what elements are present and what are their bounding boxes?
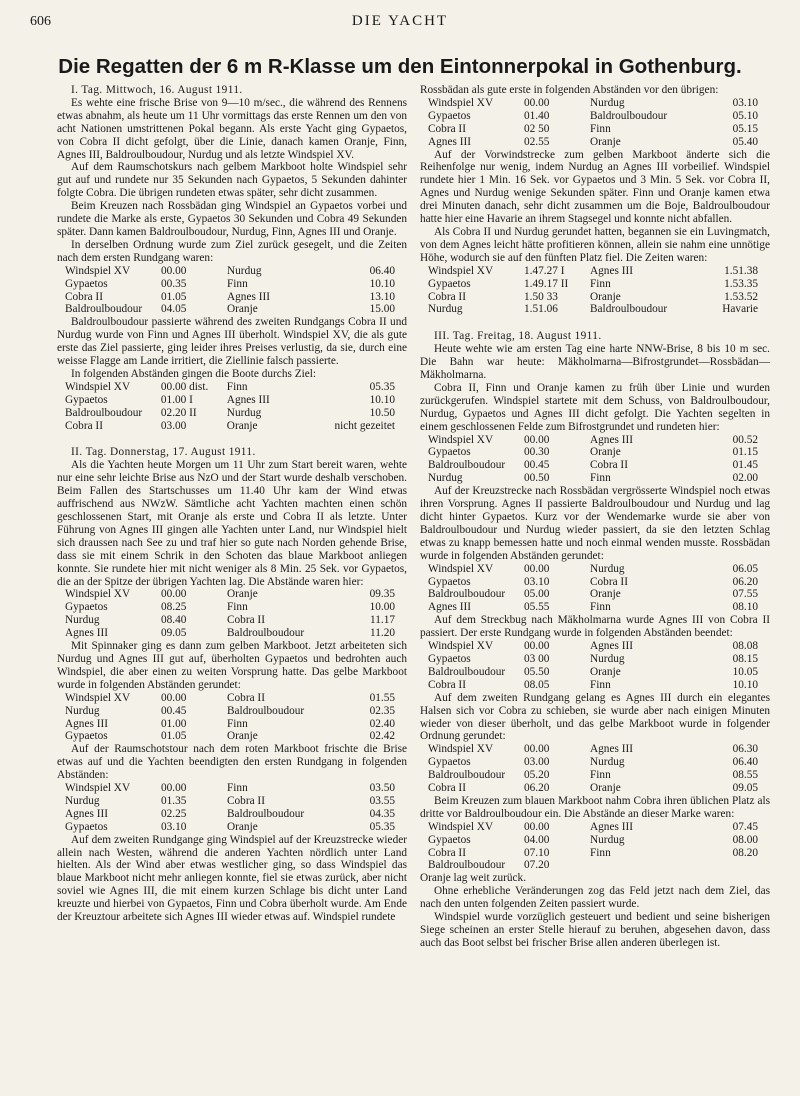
time-value: 00.00 (161, 588, 187, 601)
paragraph: Auf dem Streckbug nach Mäkholmarna wurde Agnes III von Cobra II passiert. Der erste Rundgang wurde in folgenden Abständen beendet: (420, 614, 770, 640)
yacht-name: Finn (227, 717, 248, 730)
yacht-name: Finn (227, 277, 248, 290)
yacht-name: Oranje (227, 588, 258, 601)
time-value: 00.50 (524, 472, 550, 485)
yacht-name: Nurdug (65, 704, 100, 717)
time-value: 03.10 (161, 820, 187, 833)
table-row (428, 303, 758, 316)
time-value: 03.00 (524, 756, 550, 769)
table-row (65, 407, 395, 420)
table-row (65, 705, 395, 718)
yacht-name: Windspiel XV (65, 588, 131, 601)
paragraph: Rossbädan als gute erste in folgenden Abständen vor den übrigen: (420, 84, 719, 96)
time-value: 03.10 (732, 96, 758, 109)
yacht-name: Cobra II (65, 419, 103, 432)
yacht-name: Gypaetos (428, 833, 471, 846)
yacht-name: Cobra II (428, 678, 466, 691)
yacht-name: Cobra II (227, 614, 265, 627)
time-value: 00.00 (524, 743, 550, 756)
results-table (428, 640, 758, 692)
yacht-name: Baldroulboudour (428, 588, 506, 601)
yacht-name: Nurdug (590, 96, 625, 109)
time-value: 02.20 II (160, 406, 197, 419)
paragraph: Baldroulboudour passierte während des zweiten Rundgangs Cobra II und Nurdug wurde von Finn und Agnes III überholt. Windspiel XV, die als gute erste das Ziel passierte, ging leider ihres Preises verlustig, da sie, durch eine weisse Flagge am Lande irritiert, die Ziellinie falsch passierte. (57, 316, 407, 368)
time-value: 06.05 (732, 562, 758, 575)
yacht-name: Windspiel XV (65, 782, 131, 795)
table-row (65, 265, 395, 278)
yacht-name: Baldroulboudour (428, 859, 506, 872)
yacht-name: Agnes III (428, 601, 471, 614)
table-row (65, 601, 395, 614)
results-table (428, 97, 758, 149)
yacht-name: Gypaetos (65, 820, 108, 833)
time-value: 01.00 (161, 717, 187, 730)
table-row (428, 666, 758, 679)
results-table (428, 434, 758, 486)
time-value: 00.00 (161, 264, 187, 277)
yacht-name: Agnes III (65, 717, 108, 730)
time-value: 06.20 (732, 575, 758, 588)
table-row (428, 136, 758, 149)
time-value: 08.55 (732, 769, 758, 782)
yacht-name: Baldroulboudour (65, 406, 143, 419)
paragraph: Auf der Raumschotstour nach dem roten Markboot frischte die Brise etwas auf und die Yachten beendigten den ersten Rundgang in folgenden Abständen: (57, 743, 407, 782)
time-value: 11.20 (370, 627, 395, 640)
table-row (428, 834, 758, 847)
time-value: 09.05 (161, 627, 187, 640)
time-value: 05.35 (369, 820, 395, 833)
yacht-name: Oranje (227, 820, 258, 833)
yacht-name: Cobra II (428, 290, 466, 303)
paragraph: Auf dem zweiten Rundgange ging Windspiel auf der Kreuzstrecke wieder allein nach Westen, während die anderen Yachten nördlich unter Land hielten. Als der Wind aber etwas westlicher ging, so dass Windspiel das blaue Markboot nicht mehr anliegen konnte, fiel sie etwas zurück, aber nicht soviel wie Agnes III, die mit einem kurzen Schlage bis dicht unter Land kreuzte und hierbei von Gypaetos, Finn und Cobra überholt wurde. Am Ende der Kreuztour arbeitete sich Agnes III wieder etwas auf. Windspiel rundete (57, 833, 407, 924)
results-table (65, 381, 395, 433)
paragraph: Es wehte eine frische Brise von 9—10 m/sec., die während des Rennens etwas abnahm, als heute um 11 Uhr vormittags das erste Rennen um den von acht Nationen umstrittenen Pokal begann. Als erste Yacht ging Gypaetos, von Cobra II dicht gefolgt, über die Linie, danach kamen Oranje, Finn, Agnes III, Baldroulboudour, Nurdug und als letzte Windspiel XV. (57, 96, 407, 161)
yacht-name: Nurdug (428, 472, 463, 485)
table-row (428, 97, 758, 110)
time-value: 07.20 (524, 859, 550, 872)
table-row (428, 434, 758, 447)
time-value: 00.30 (524, 446, 550, 459)
yacht-name: Baldroulboudour (227, 627, 305, 640)
time-value: 00.00 (161, 782, 187, 795)
yacht-name: Gypaetos (428, 756, 471, 769)
time-value: 1.47.27 I (524, 264, 565, 277)
time-value: 10.10 (732, 678, 758, 691)
time-value: 10.00 (369, 601, 395, 614)
paragraph: Heute wehte wie am ersten Tag eine harte NNW-Brise, 8 bis 10 m sec. Die Bahn war heute: Mäkholmarna—Bifrostgrundet—Rossbädan—Mäkholmarna. (420, 343, 770, 382)
yacht-name: Gypaetos (65, 393, 108, 406)
time-value: 02 50 (524, 122, 550, 135)
yacht-name: Windspiel XV (65, 264, 131, 277)
results-table (65, 782, 395, 834)
yacht-name: Oranje (227, 730, 258, 743)
table-row (65, 278, 395, 291)
time-value: 05.55 (524, 601, 550, 614)
yacht-name: Baldroulboudour (227, 807, 305, 820)
time-value: 00.45 (161, 704, 187, 717)
table-row (428, 459, 758, 472)
yacht-name: Gypaetos (428, 109, 471, 122)
time-value: 01.35 (161, 794, 187, 807)
yacht-name: Finn (590, 846, 611, 859)
yacht-name: Finn (227, 782, 248, 795)
yacht-name: Cobra II (428, 782, 466, 795)
time-value: 00.35 (161, 277, 187, 290)
table-row (65, 795, 395, 808)
time-value: 15.00 (369, 303, 395, 316)
yacht-name: Windspiel XV (428, 640, 494, 653)
paragraph: In derselben Ordnung wurde zum Ziel zurück gesegelt, und die Zeiten nach dem ersten Rundgang waren: (57, 238, 407, 264)
time-value: 05.00 (524, 588, 550, 601)
yacht-name: Cobra II (428, 846, 466, 859)
table-row (428, 640, 758, 653)
time-value: 01.40 (524, 109, 550, 122)
time-value: 02.40 (369, 717, 395, 730)
table-row (428, 446, 758, 459)
time-value: 01.05 (161, 290, 187, 303)
table-row (428, 847, 758, 860)
time-value: 00.00 (524, 433, 550, 446)
time-value: 01.00 I (160, 393, 193, 406)
time-value: 05.10 (732, 109, 758, 122)
yacht-name: Gypaetos (65, 730, 108, 743)
yacht-name: Nurdug (65, 794, 100, 807)
table-row (65, 303, 395, 316)
table-row (65, 782, 395, 795)
paragraph: Cobra II, Finn und Oranje kamen zu früh über Linie und wurden zurückgerufen. Windspiel startete mit dem Schuss, von Baldroulboudour, Nurdug, Gypaetos und Agnes III dicht gefolgt. Die Yachten segelten in einem geschlossenen Felde zum Bifrostgrundet und rundeten hier: (420, 381, 770, 433)
time-value: 08.25 (161, 601, 187, 614)
yacht-name: Windspiel XV (65, 380, 131, 393)
yacht-name: Windspiel XV (428, 743, 494, 756)
time-value: 11.17 (370, 614, 395, 627)
table-row (428, 278, 758, 291)
yacht-name: Oranje (590, 782, 621, 795)
time-value: 1.50 33 (524, 290, 558, 303)
time-value: 00.00 (524, 640, 550, 653)
paragraph: Auf dem zweiten Rundgang gelang es Agnes III durch ein elegantes Halsen sich vor Cobra zu schieben, sie wurde aber nach einigen Minuten wieder von dieser überholt, und das gelbe Markboot wurde in folgender Ordnung gerundet: (420, 691, 770, 743)
paragraph: Als die Yachten heute Morgen um 11 Uhr zum Start bereit waren, wehte nur eine sehr leichte Brise aus NzO und der Start wurde deshalb verschoben. Beim Fallen des Startschusses um 11.40 Uhr kam der Wind etwas auffrischend aus NWzW. Sämtliche acht Yachten machten einen schön geschlossenen Start, mit Oranje als erste und Cobra II als letzte. Unter Führung von Agnes III gingen alle Yachten unter Land, nur Windspiel hielt sich draussen nach See zu und traf hier so gute nach Norden gehende Brise, dass sie mit einem Schrik in den Schoten das blaue Markboot anliegen konnte. Sie rundete hier mit nicht weniger als 8 Min. 25 Sek. vor Gypaetos, die an der Spitze der übrigen Yachten lag. Die Abstände waren hier: (57, 459, 407, 588)
time-value: 08.40 (161, 614, 187, 627)
time-value: 05.15 (732, 122, 758, 135)
yacht-name: Windspiel XV (428, 820, 494, 833)
time-value: 06.40 (732, 756, 758, 769)
time-value: 1.51.06 (524, 303, 558, 316)
yacht-name: Gypaetos (65, 277, 108, 290)
yacht-name: Agnes III (65, 807, 108, 820)
results-table (65, 265, 395, 317)
results-table (428, 821, 758, 873)
yacht-name: Gypaetos (428, 446, 471, 459)
time-value: 08.00 (732, 833, 758, 846)
table-row (428, 601, 758, 614)
yacht-name: Gypaetos (428, 575, 471, 588)
paragraph: In folgenden Abständen gingen die Boote durchs Ziel: (71, 367, 317, 380)
table-row (428, 110, 758, 123)
table-row (428, 679, 758, 692)
day-heading: III. Tag. Freitag, 18. August 1911. (434, 330, 602, 343)
yacht-name: Windspiel XV (428, 96, 494, 109)
yacht-name: Agnes III (590, 640, 633, 653)
yacht-name: Finn (227, 601, 248, 614)
time-value: 02.00 (732, 472, 758, 485)
yacht-name: Finn (226, 380, 248, 393)
time-value: 00.00 dist. (160, 380, 209, 393)
time-value: 00.00 (161, 691, 187, 704)
time-value: 07.55 (732, 588, 758, 601)
time-value: 08.15 (732, 652, 758, 665)
time-value: 05.20 (524, 769, 550, 782)
table-row (65, 692, 395, 705)
time-value (698, 859, 758, 872)
table-row (428, 769, 758, 782)
time-value: 01.05 (161, 730, 187, 743)
yacht-name: Oranje (226, 419, 258, 432)
yacht-name: Baldroulboudour (590, 109, 668, 122)
yacht-name: Windspiel XV (428, 433, 494, 446)
yacht-name: Cobra II (227, 691, 265, 704)
paragraph: Mit Spinnaker ging es dann zum gelben Markboot. Jetzt arbeiteten sich Nurdug und Agnes III gut auf, überholten Gypaetos und bedrohten auch Windspiel, die aber einen zu weiten Vorsprung hatte. Das gelbe Markboot wurde in folgenden Abständen gerundet: (57, 640, 407, 691)
table-row (65, 291, 395, 304)
time-value: 06.20 (524, 782, 550, 795)
time-value: 00.00 (524, 562, 550, 575)
time-value: 10.10 (369, 393, 395, 406)
yacht-name: Gypaetos (65, 601, 108, 614)
paragraph: Windspiel wurde vorzüglich gesteuert und bedient und seine bisherigen Siege scheinen an erster Stelle hierauf zu beruhen, abgesehen davon, dass auch das Boot selbst bei frischer Brise allen anderen überlegen ist. (420, 911, 770, 949)
yacht-name: Agnes III (590, 264, 633, 277)
results-table (428, 265, 758, 317)
yacht-name: Agnes III (428, 135, 471, 148)
table-row (428, 653, 758, 666)
yacht-name: Gypaetos (428, 277, 471, 290)
time-value: 07.10 (524, 846, 550, 859)
yacht-name: Nurdug (590, 562, 625, 575)
yacht-name: Finn (590, 601, 611, 614)
yacht-name: Oranje (590, 290, 621, 303)
yacht-name: Nurdug (590, 756, 625, 769)
yacht-name: Agnes III (65, 627, 108, 640)
time-value: 10.10 (369, 277, 395, 290)
yacht-name: Agnes III (590, 433, 633, 446)
time-value: 08.10 (732, 601, 758, 614)
yacht-name: Finn (590, 472, 611, 485)
paragraph: Beim Kreuzen zum blauen Markboot nahm Cobra ihren üblichen Platz als dritte vor Baldroulboudour ein. Die Abstände an dieser Marke waren: (420, 794, 770, 820)
results-table (428, 563, 758, 615)
time-value: 05.35 (369, 380, 395, 393)
time-value: 05.50 (524, 665, 550, 678)
time-value: 09.05 (732, 782, 758, 795)
table-row (65, 394, 395, 407)
table-row (428, 743, 758, 756)
time-value: Havarie (722, 303, 758, 316)
time-value: 00.45 (524, 459, 550, 472)
yacht-name: Nurdug (428, 303, 463, 316)
time-value: 00.00 (524, 820, 550, 833)
yacht-name: Oranje (590, 135, 621, 148)
time-value: 04.35 (369, 807, 395, 820)
table-row (428, 563, 758, 576)
yacht-name: Cobra II (428, 122, 466, 135)
yacht-name: Cobra II (65, 290, 103, 303)
yacht-name (590, 859, 698, 872)
results-table (65, 692, 395, 744)
time-value: 00.52 (732, 433, 758, 446)
results-table (428, 743, 758, 795)
yacht-name: Finn (590, 769, 611, 782)
paragraph: Auf dem Raumschotskurs nach gelbem Markboot holte Windspiel sehr gut auf und rundete nur 35 Sekunden nach Gypaetos, 5 Sekunden dahinter folgte Cobra. Die übrigen rundeten etwas später, sehr dicht zusammen. (57, 161, 407, 200)
table-row (428, 576, 758, 589)
right-column (420, 84, 770, 950)
table-row (428, 859, 758, 872)
yacht-name: Cobra II (590, 459, 628, 472)
table-row (428, 472, 758, 485)
yacht-name: Oranje (590, 665, 621, 678)
time-value: 10.50 (369, 406, 395, 419)
yacht-name: Oranje (227, 303, 258, 316)
table-row (65, 627, 395, 640)
yacht-name: Agnes III (227, 290, 270, 303)
time-value: 08.20 (732, 846, 758, 859)
yacht-name: Nurdug (590, 833, 625, 846)
table-row (65, 808, 395, 821)
yacht-name: Baldroulboudour (428, 769, 506, 782)
table-row (65, 420, 395, 433)
yacht-name: Oranje (590, 588, 621, 601)
time-value: 04.05 (161, 303, 187, 316)
paragraph: Auf der Vorwindstrecke zum gelben Markboot änderte sich die Reihenfolge nur wenig, indem Nurdug an Agnes III vorbeilief. Windspiel rundete hier 1 Min. 16 Sek. vor Gypaetos und 3 Min. 5 Sek. vor Cobra II, Agnes und Nurdug wenige Sekunden später. Finn und Oranje kamen etwa drei Minuten danach, sehr dicht zusammen um die Boje, Baldroulboudour hatte hier eine Havarie an ihrem Stagsegel und konnte nicht abfallen. (420, 148, 770, 226)
table-row (428, 123, 758, 136)
table-row (428, 588, 758, 601)
time-value: 05.40 (732, 135, 758, 148)
time-value: 1.53.35 (724, 277, 758, 290)
paragraph: Ohne erhebliche Veränderungen zog das Feld jetzt nach dem Ziel, das nach den unten folgenden Zeiten passiert wurde. (420, 885, 770, 911)
time-value: 08.08 (732, 640, 758, 653)
time-value: 04.00 (524, 833, 550, 846)
page-number: 606 (30, 14, 51, 29)
yacht-name: Finn (590, 678, 611, 691)
paragraph: Als Cobra II und Nurdug gerundet hatten, begannen sie ein Luvingmatch, von dem Agnes leicht hätte profitieren können, allein sie nahm eine unnötige Höhe, wodurch sie auf den fünften Platz fiel. Die Zeiten waren: (420, 225, 770, 264)
time-value: 00.00 (524, 96, 550, 109)
table-row (428, 821, 758, 834)
yacht-name: Baldroulboudour (65, 303, 143, 316)
left-column (57, 84, 407, 924)
table-row (65, 588, 395, 601)
yacht-name: Baldroulboudour (590, 303, 668, 316)
time-value: 01.55 (369, 691, 395, 704)
day-heading: I. Tag. Mittwoch, 16. August 1911. (71, 84, 243, 96)
time-value: 10.05 (732, 665, 758, 678)
table-row (428, 756, 758, 769)
time-value: 1.53.52 (724, 290, 758, 303)
table-row (65, 730, 395, 743)
time-value: 07.45 (732, 820, 758, 833)
time-value: 03.00 (160, 419, 187, 432)
yacht-name: Oranje (590, 446, 621, 459)
day-heading: II. Tag. Donnerstag, 17. August 1911. (71, 446, 256, 459)
yacht-name: Nurdug (226, 406, 262, 419)
yacht-name: Finn (590, 277, 611, 290)
yacht-name: Cobra II (227, 794, 265, 807)
paragraph: Auf der Kreuzstrecke nach Rossbädan vergrösserte Windspiel noch etwas ihren Vorsprung. Agnes II passierte Baldroulboudour und Nurdug und lag dicht hinter Gypaetos. Kurz vor der Wendemarke wurde sie aber von Baldroulboudour und Nurdug wieder passiert, da sie den letzten Schlag etwas zu knapp bemessen hatte und noch einmal wenden musste. Rossbädan wurde in folgenden Abständen gerundet: (420, 485, 770, 562)
time-value: 02.55 (524, 135, 550, 148)
time-value: 03 00 (524, 652, 550, 665)
table-row (65, 718, 395, 731)
time-value: 06.30 (732, 743, 758, 756)
yacht-name: Cobra II (590, 575, 628, 588)
yacht-name: Windspiel XV (428, 562, 494, 575)
table-row (65, 614, 395, 627)
running-header: DIE YACHT (351, 13, 449, 29)
time-value: 1.49.17 II (524, 277, 569, 290)
time-value: 13.10 (369, 290, 395, 303)
paragraph: Beim Kreuzen nach Rossbädan ging Windspiel an Gypaetos vorbei und rundete die Marke als erste, Gypaetos 30 Sekunden und Cobra 49 Sekunden später. Dann kamen Baldroulboudour, Nurdug, Finn, Agnes III und Oranje. (57, 200, 407, 238)
time-value: 02.42 (369, 730, 395, 743)
results-table (65, 588, 395, 640)
yacht-name: Finn (590, 122, 611, 135)
time-value: 02.25 (161, 807, 187, 820)
time-value: 06.40 (369, 264, 395, 277)
table-row (428, 291, 758, 304)
yacht-name: Nurdug (590, 652, 625, 665)
yacht-name: Agnes III (590, 820, 633, 833)
yacht-name: Windspiel XV (65, 691, 131, 704)
yacht-name: Nurdug (227, 264, 262, 277)
table-row (65, 381, 395, 394)
time-value: nicht gezeitet (334, 419, 395, 432)
time-value: 03.55 (369, 794, 395, 807)
time-value: 03.10 (524, 575, 550, 588)
table-row (65, 821, 395, 834)
table-row (428, 782, 758, 795)
time-value: 01.45 (732, 459, 758, 472)
paragraph: Oranje lag weit zurück. (420, 872, 527, 885)
yacht-name: Nurdug (65, 614, 100, 627)
yacht-name: Gypaetos (428, 652, 471, 665)
yacht-name: Agnes III (590, 743, 633, 756)
yacht-name: Agnes III (226, 393, 270, 406)
yacht-name: Baldroulboudour (227, 704, 305, 717)
yacht-name: Windspiel XV (428, 264, 494, 277)
yacht-name: Baldroulboudour (428, 459, 506, 472)
time-value: 03.50 (369, 782, 395, 795)
time-value: 09.35 (369, 588, 395, 601)
time-value: 08.05 (524, 678, 550, 691)
table-row (428, 265, 758, 278)
time-value: 02.35 (369, 704, 395, 717)
yacht-name: Baldroulboudour (428, 665, 506, 678)
time-value: 01.15 (732, 446, 758, 459)
time-value: 1.51.38 (724, 264, 758, 277)
article-title: Die Regatten der 6 m R-Klasse um den Eintonnerpokal in Gothenburg. (58, 55, 742, 78)
